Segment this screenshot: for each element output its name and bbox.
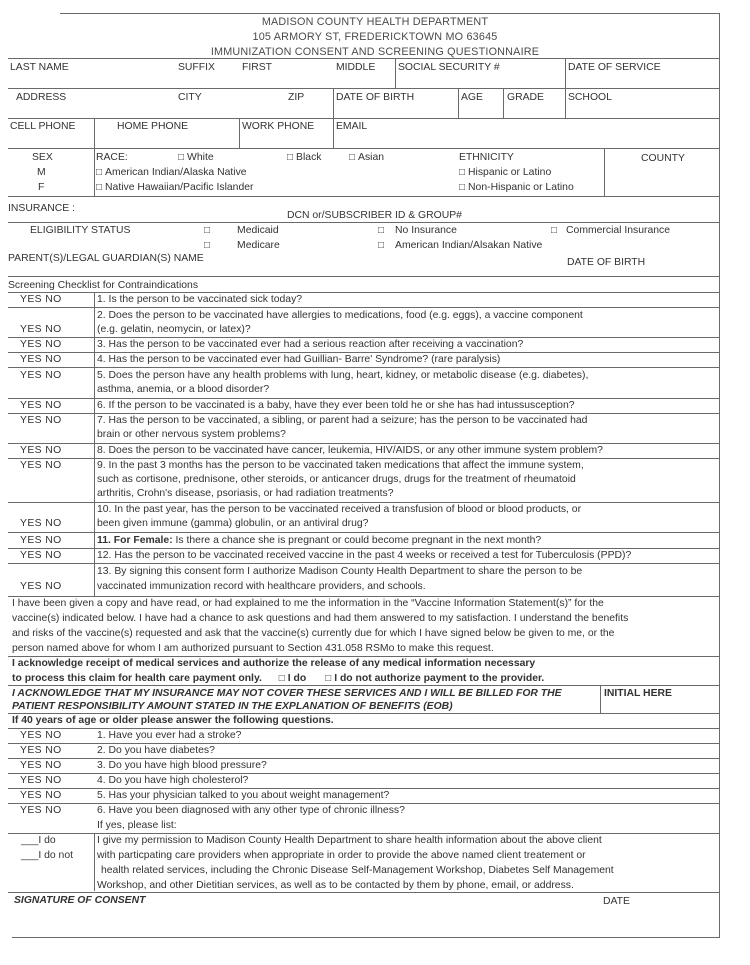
- first-name-label: FIRST: [242, 62, 273, 73]
- question-10b: been given immune (gamma) globulin, or an antiviral drug?: [97, 518, 369, 529]
- middle-name-label: MIDDLE: [336, 62, 376, 73]
- permission-i-do-not[interactable]: ___I do not: [21, 850, 73, 861]
- q7-yes-no[interactable]: YES NO: [20, 415, 62, 426]
- ethnicity-label: ETHNICITY: [459, 152, 514, 163]
- release-i-do-option[interactable]: □ I do: [278, 673, 307, 684]
- medicare-option[interactable]: □ Medicare: [204, 240, 280, 251]
- q4-yes-no[interactable]: YES NO: [20, 354, 62, 365]
- c6-yes-no[interactable]: YES NO: [20, 805, 62, 816]
- insurance-label: INSURANCE :: [8, 203, 75, 214]
- chronic-q6-list: If yes, please list:: [97, 820, 177, 831]
- chronic-q2: 2. Do you have diabetes?: [97, 745, 215, 756]
- c4-yes-no[interactable]: YES NO: [20, 775, 62, 786]
- checkbox-icon[interactable]: □: [459, 182, 466, 193]
- row-border-1: [8, 58, 720, 59]
- vis-statement-line-1: I have been given a copy and have read, or had explained to me the information in the “Vaccine Information Statement(s)” for the: [12, 598, 604, 609]
- chronic-q3: 3. Do you have high blood pressure?: [97, 760, 267, 771]
- race-asian-option[interactable]: □ Asian: [349, 152, 385, 163]
- question-12: 12. Has the person to be vaccinated received vaccine in the past 4 weeks or received a test for Tuberculosis (PPD)?: [97, 550, 632, 561]
- top-border: [60, 13, 720, 14]
- chronic-q4: 4. Do you have high cholesterol?: [97, 775, 249, 786]
- q2-yes-no[interactable]: YES NO: [20, 324, 62, 335]
- vis-statement-line-3: and risks of the vaccine(s) requested and ask that the vaccine(s) currently due for which I have signed below be given to me, or the: [12, 628, 615, 639]
- q9-yes-no[interactable]: YES NO: [20, 460, 62, 471]
- age-label: AGE: [461, 92, 483, 103]
- q5-yes-no[interactable]: YES NO: [20, 370, 62, 381]
- question-13b: vaccinated immunization record with healthcare providers, and schools.: [97, 581, 426, 592]
- last-name-label: LAST NAME: [10, 62, 69, 73]
- zip-label: ZIP: [288, 92, 305, 103]
- q11-yes-no[interactable]: YES NO: [20, 535, 62, 546]
- grade-label: GRADE: [507, 92, 544, 103]
- question-13a: 13. By signing this consent form I authorize Madison County Health Department to share the person to be: [97, 566, 583, 577]
- question-7a: 7. Has the person to be vaccinated, a sibling, or parent had a seizure; has the person to be vaccinated had: [97, 415, 588, 426]
- question-9c: arthritis, Crohn's disease, psoriasis, or had radiation treatments?: [97, 488, 394, 499]
- no-insurance-option[interactable]: □ No Insurance: [378, 225, 457, 236]
- checkbox-icon[interactable]: □: [551, 225, 558, 236]
- form-title: IMMUNIZATION CONSENT AND SCREENING QUESTIONNAIRE: [210, 46, 540, 58]
- chronic-q6: 6. Have you been diagnosed with any other type of chronic illness?: [97, 805, 405, 816]
- suffix-label: SUFFIX: [178, 62, 215, 73]
- question-11: 11. For Female: Is there a chance she is pregnant or could become pregnant in the next month?: [97, 535, 542, 546]
- permission-line-2: with particpating care providers when appropriate in order to provide the above named client treatement or: [97, 850, 586, 861]
- question-2a: 2. Does the person to be vaccinated have allergies to medications, food (e.g. eggs), a vaccine component: [97, 310, 583, 321]
- checkbox-icon[interactable]: □: [287, 152, 294, 163]
- release-i-do-not-option[interactable]: □ I do not authorize payment to the provider.: [325, 673, 545, 684]
- q10-yes-no[interactable]: YES NO: [20, 518, 62, 529]
- department-name: MADISON COUNTY HEALTH DEPARTMENT: [261, 16, 489, 28]
- permission-line-4: Workshop, and other Dietitian services, as well as to be contacted by them by phone, email, or address.: [97, 880, 574, 891]
- checkbox-icon[interactable]: □: [96, 167, 103, 178]
- initial-here-label: INITIAL HERE: [604, 688, 672, 699]
- commercial-insurance-option[interactable]: □ Commercial Insurance: [551, 225, 670, 236]
- question-1: 1. Is the person to be vaccinated sick today?: [97, 294, 303, 305]
- permission-line-1: I give my permission to Madison County Health Department to share health information about the above client: [97, 835, 602, 846]
- question-5b: asthma, anemia, or a blood disorder?: [97, 384, 270, 395]
- c5-yes-no[interactable]: YES NO: [20, 790, 62, 801]
- dob-label: DATE OF BIRTH: [336, 92, 415, 103]
- right-border: [719, 13, 720, 938]
- ai-alaskan-option[interactable]: □ American Indian/Alsakan Native: [378, 240, 543, 251]
- checkbox-icon[interactable]: □: [378, 225, 385, 236]
- row-border-4: [8, 148, 720, 149]
- address-label: ADDRESS: [16, 92, 67, 103]
- checkbox-icon[interactable]: □: [204, 225, 211, 236]
- sex-m-option[interactable]: M: [37, 167, 46, 178]
- checkbox-icon[interactable]: □: [459, 167, 466, 178]
- race-label: RACE:: [96, 152, 128, 163]
- work-phone-label: WORK PHONE: [242, 121, 315, 132]
- dcn-label: DCN or/SUBSCRIBER ID & GROUP#: [287, 210, 462, 221]
- medicaid-option[interactable]: □ Medicaid: [204, 225, 279, 236]
- ethnicity-hispanic-option[interactable]: □ Hispanic or Latino: [459, 167, 552, 178]
- checkbox-icon[interactable]: □: [325, 673, 332, 684]
- vis-statement-line-4: person named above for whom I am authorized pursuant to Section 431.058 RSMo to make this request.: [12, 643, 494, 654]
- checkbox-icon[interactable]: □: [278, 673, 285, 684]
- billing-line-1: I ACKNOWLEDGE THAT MY INSURANCE MAY NOT COVER THESE SERVICES AND I WILL BE BILLED FOR THE: [12, 688, 562, 699]
- question-7b: brain or other nervous system problems?: [97, 429, 286, 440]
- race-black-option[interactable]: □ Black: [287, 152, 322, 163]
- chronic-q1: 1. Have you ever had a stroke?: [97, 730, 242, 741]
- q6-yes-no[interactable]: YES NO: [20, 400, 62, 411]
- q12-yes-no[interactable]: YES NO: [20, 550, 62, 561]
- release-line-2: to process this claim for health care payment only. □ I do □ I do not authorize payment to the provider.: [12, 673, 545, 684]
- question-4: 4. Has the person to be vaccinated ever had Guillian- Barre' Syndrome? (rare paralysis): [97, 354, 501, 365]
- q8-yes-no[interactable]: YES NO: [20, 445, 62, 456]
- permission-i-do[interactable]: ___I do: [21, 835, 56, 846]
- question-8: 8. Does the person to be vaccinated have cancer, leukemia, HIV/AIDS, or any other immune system problem?: [97, 445, 603, 456]
- vis-statement-line-2: vaccine(s) indicated below. I have had a chance to ask questions and had them answered to my satisfaction. I understand the benefits: [12, 613, 629, 624]
- guardian-dob-label: DATE OF BIRTH: [567, 257, 646, 268]
- ethnicity-non-hispanic-option[interactable]: □ Non-Hispanic or Latino: [459, 182, 574, 193]
- sex-label: SEX: [32, 152, 53, 163]
- checkbox-icon[interactable]: □: [349, 152, 356, 163]
- question-6: 6. If the person to be vaccinated is a baby, have they ever been told he or she has had intussusception?: [97, 400, 575, 411]
- date-of-service-label: DATE OF SERVICE: [568, 62, 661, 73]
- department-address: 105 ARMORY ST, FREDERICKTOWN MO 63645: [252, 31, 498, 43]
- billing-line-2: PATIENT RESPONSIBILITY AMOUNT STATED IN THE EXPLANATION OF BENEFITS (EOB): [12, 701, 453, 712]
- release-line-1: I acknowledge receipt of medical services and authorize the release of any medical information necessary: [12, 658, 536, 669]
- race-ai-option[interactable]: □ American Indian/Alaska Native: [96, 167, 247, 178]
- c2-yes-no[interactable]: YES NO: [20, 745, 62, 756]
- city-label: CITY: [178, 92, 202, 103]
- q13-yes-no[interactable]: YES NO: [20, 581, 62, 592]
- eligibility-label: ELIGIBILITY STATUS: [30, 225, 131, 236]
- question-5a: 5. Does the person have any health problems with lung, heart, kidney, or metabolic disease (e.g. diabetes),: [97, 370, 589, 381]
- email-label: EMAIL: [336, 121, 368, 132]
- school-label: SCHOOL: [568, 92, 612, 103]
- chronic-title: If 40 years of age or older please answer the following questions.: [12, 715, 334, 726]
- question-10a: 10. In the past year, has the person to be vaccinated received a transfusion of blood or blood products, or: [97, 504, 582, 515]
- home-phone-label: HOME PHONE: [117, 121, 189, 132]
- sex-f-option[interactable]: F: [38, 182, 45, 193]
- question-9b: such as cortisone, prednisone, other steroids, or anticancer drugs, drugs for the treatment of rheumatoid: [97, 474, 576, 485]
- chronic-q5: 5. Has your physician talked to you about weight management?: [97, 790, 390, 801]
- checkbox-icon[interactable]: □: [96, 182, 103, 193]
- question-3: 3. Has the person to be vaccinated ever had a serious reaction after receiving a vaccination?: [97, 339, 524, 350]
- checklist-title: Screening Checklist for Contraindications: [8, 280, 199, 291]
- guardian-label: PARENT(S)/LEGAL GUARDIAN(S) NAME: [8, 253, 204, 264]
- race-nh-option[interactable]: □ Native Hawaiian/Pacific Islander: [96, 182, 254, 193]
- q3-yes-no[interactable]: YES NO: [20, 339, 62, 350]
- q1-yes-no[interactable]: YES NO: [20, 294, 62, 305]
- row-border-5: [8, 196, 720, 197]
- county-label: COUNTY: [641, 153, 685, 164]
- question-9a: 9. In the past 3 months has the person to be vaccinated taken medications that affect the immune system,: [97, 460, 584, 471]
- c1-yes-no[interactable]: YES NO: [20, 730, 62, 741]
- cell-phone-label: CELL PHONE: [10, 121, 76, 132]
- checkbox-icon[interactable]: □: [378, 240, 385, 251]
- race-white-option[interactable]: □ White: [178, 152, 214, 163]
- row-border-2: [8, 88, 720, 89]
- row-border-3: [8, 118, 720, 119]
- checkbox-icon[interactable]: □: [204, 240, 211, 251]
- c3-yes-no[interactable]: YES NO: [20, 760, 62, 771]
- ssn-label: SOCIAL SECURITY #: [398, 62, 500, 73]
- checkbox-icon[interactable]: □: [178, 152, 185, 163]
- signature-date-label: DATE: [603, 896, 630, 907]
- signature-label: SIGNATURE OF CONSENT: [14, 895, 146, 906]
- permission-line-3: health related services, including the Chronic Disease Self-Management Workshop, Diabetes Self Management: [101, 865, 614, 876]
- signature-line[interactable]: [12, 937, 720, 938]
- question-2b: (e.g. gelatin, neomycin, or latex)?: [97, 324, 251, 335]
